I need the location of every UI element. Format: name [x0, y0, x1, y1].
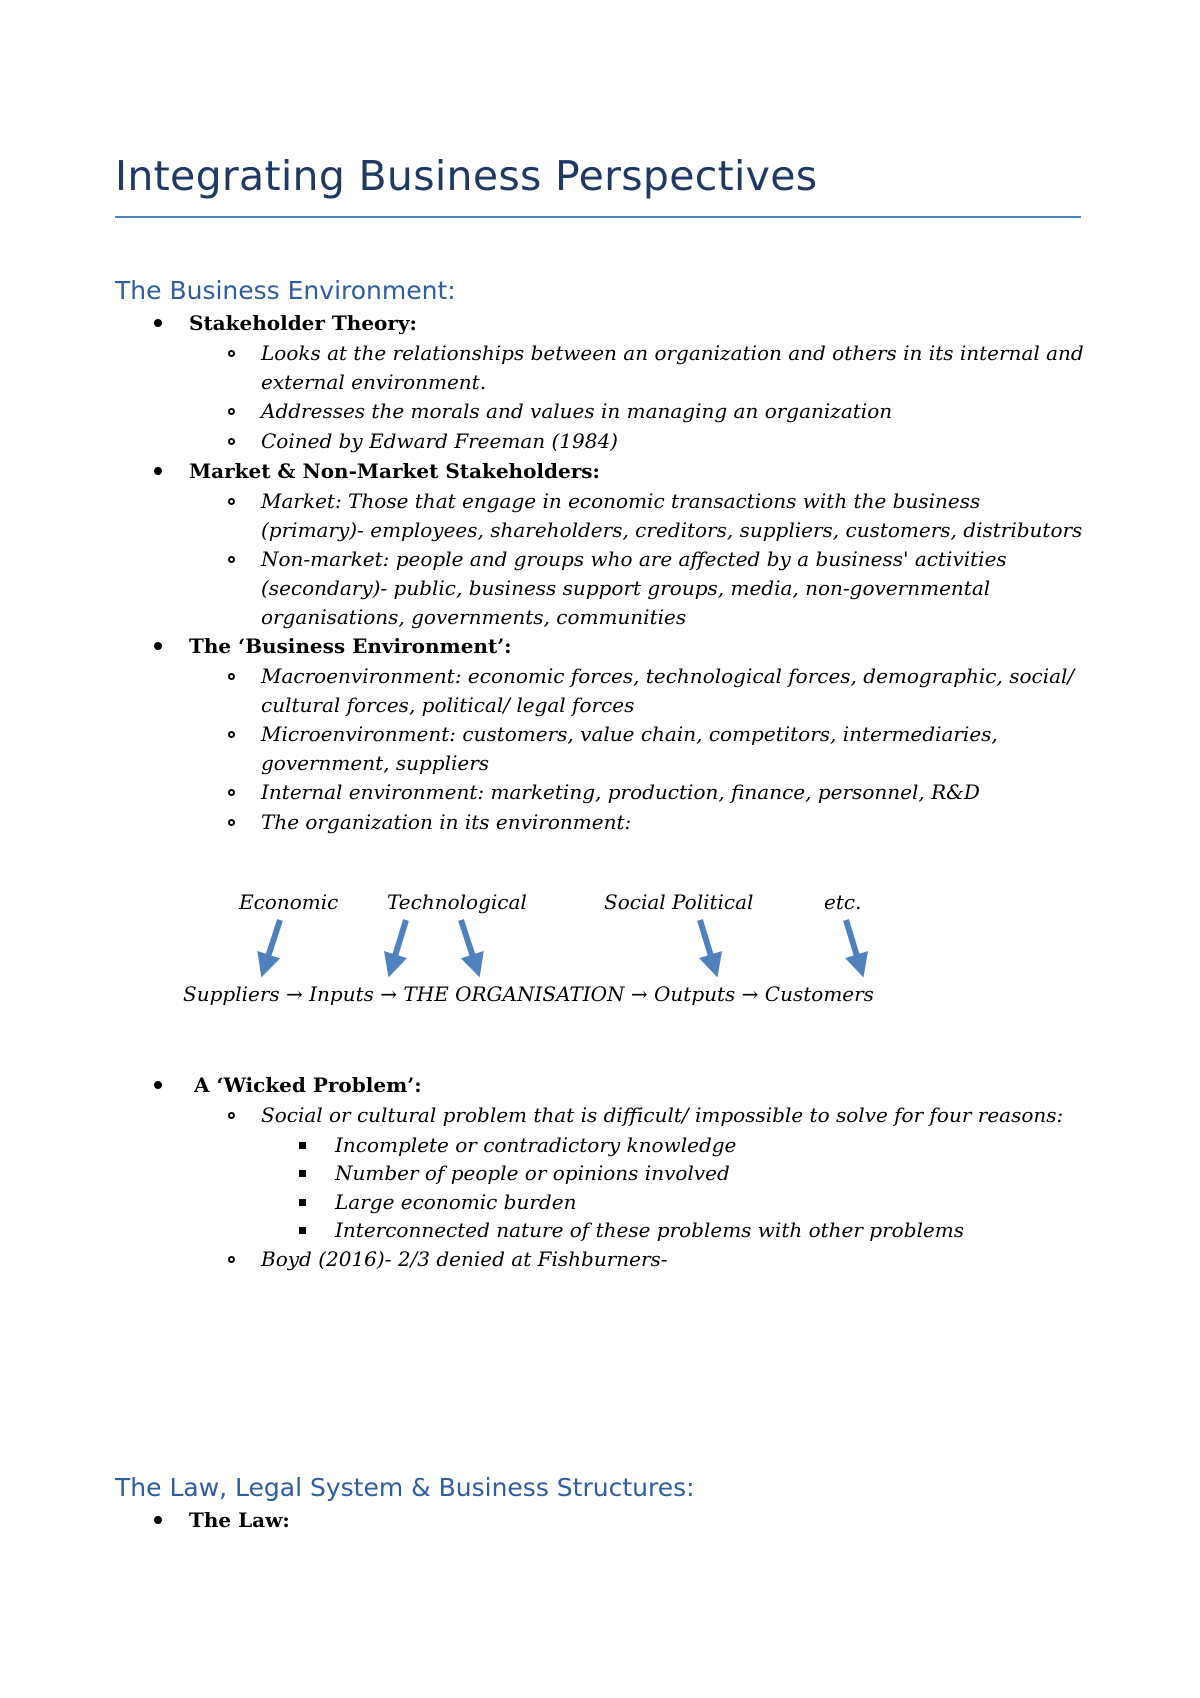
wicked-reason-3: Large economic burden	[335, 1190, 577, 1214]
square-bullet-icon	[299, 1227, 306, 1234]
sub-bullet-icon	[228, 1112, 235, 1119]
stakeholder-point-3: Coined by Edward Freeman (1984)	[261, 429, 618, 453]
square-bullet-icon	[299, 1170, 306, 1177]
bullet-icon	[154, 1081, 162, 1089]
bullet-icon	[154, 1516, 162, 1524]
section-heading-law: The Law, Legal System & Business Structures:	[115, 1473, 695, 1502]
stakeholder-point-2: Addresses the morals and values in managing an organization	[261, 399, 893, 423]
square-bullet-icon	[299, 1199, 306, 1206]
organisation-value-chain: Suppliers → Inputs → THE ORGANISATION → Outputs → Customers	[183, 982, 874, 1006]
market-stakeholders-heading: Market & Non-Market Stakeholders:	[189, 459, 600, 483]
square-bullet-icon	[299, 1142, 306, 1149]
market-point-2a: Non-market: people and groups who are affected by a business' activities	[261, 547, 1007, 571]
arrow-economic-to-suppliers	[265, 920, 280, 966]
wicked-reason-1: Incomplete or contradictory knowledge	[335, 1133, 737, 1157]
page-title: Integrating Business Perspectives	[115, 152, 818, 200]
benv-point-1b: cultural forces, political/ legal forces	[261, 693, 635, 717]
the-law-heading: The Law:	[189, 1508, 290, 1532]
market-point-1b: (primary)- employees, shareholders, creditors, suppliers, customers, distributors	[261, 518, 1083, 542]
market-point-2b: (secondary)- public, business support groups, media, non-governmental	[261, 576, 991, 600]
section-heading-business-environment: The Business Environment:	[115, 276, 456, 305]
benv-point-1a: Macroenvironment: economic forces, technological forces, demographic, social/	[261, 664, 1075, 688]
force-economic-label: Economic	[239, 890, 339, 914]
benv-point-2a: Microenvironment: customers, value chain, competitors, intermediaries,	[261, 722, 998, 746]
business-environment-heading: The ‘Business Environment’:	[189, 634, 512, 658]
wicked-problem-heading: A ‘Wicked Problem’:	[194, 1073, 422, 1097]
benv-point-3: Internal environment: marketing, production, finance, personnel, R&D	[261, 780, 980, 804]
arrow-technological-to-organisation	[461, 920, 476, 966]
wicked-point-1: Social or cultural problem that is difficult/ impossible to solve for four reasons:	[261, 1103, 1064, 1127]
benv-point-2b: government, suppliers	[261, 751, 490, 775]
sub-bullet-icon	[228, 1256, 235, 1263]
arrow-political-to-outputs	[700, 920, 714, 966]
market-point-1a: Market: Those that engage in economic transactions with the business	[261, 489, 981, 513]
stakeholder-theory-heading: Stakeholder Theory:	[189, 311, 417, 335]
arrow-etc-to-customers	[846, 920, 860, 966]
arrow-technological-to-inputs	[392, 920, 406, 966]
force-social-political-label: Social Political	[604, 890, 754, 914]
benv-point-4: The organization in its environment:	[261, 810, 632, 834]
stakeholder-point-1b: external environment.	[261, 370, 487, 394]
force-technological-label: Technological	[387, 890, 527, 914]
force-etc-label: etc.	[824, 890, 862, 914]
wicked-reason-2: Number of people or opinions involved	[335, 1161, 730, 1185]
stakeholder-point-1a: Looks at the relationships between an organization and others in its internal and	[261, 341, 1084, 365]
market-point-2c: organisations, governments, communities	[261, 605, 687, 629]
wicked-reason-4: Interconnected nature of these problems with other problems	[335, 1218, 964, 1242]
wicked-point-2: Boyd (2016)- 2/3 denied at Fishburners-	[261, 1247, 668, 1271]
